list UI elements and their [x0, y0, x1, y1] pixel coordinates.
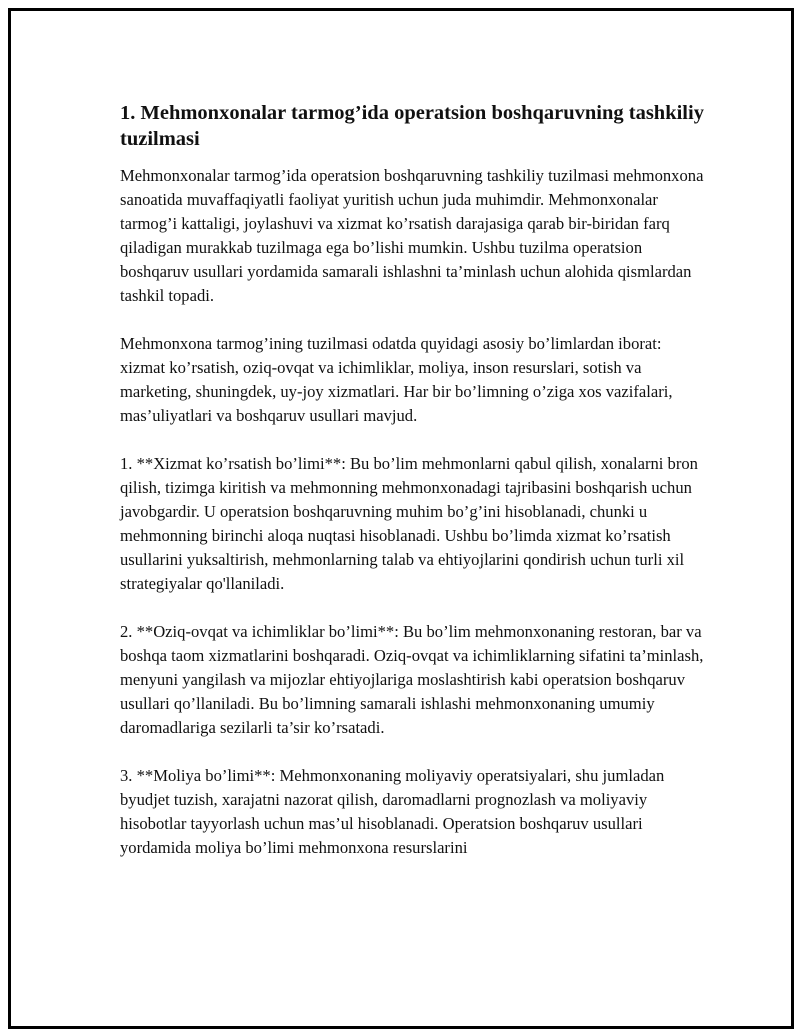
- paragraph-intro: Mehmonxonalar tarmog’ida operatsion boshqaruvning tashkiliy tuzilmasi mehmonxona sanoatida muvaffaqiyatli faoliyat yuritish uchun juda muhimdir. Mehmonxonalar tarmog’i kattaligi, joylashuvi va xizmat ko’rsatish darajasiga qarab bir-biridan farq qiladigan murakkab tuzilmaga ega bo’lishi mumkin. Ushbu tuzilma operatsion boshqaruv usullari yordamida samarali ishlashni ta’minlash uchun alohida qismlardan tashkil topadi.: [120, 166, 704, 305]
- paragraph-service-department: 1. **Xizmat ko’rsatish bo’limi**: Bu bo’lim mehmonlarni qabul qilish, xonalarni bron qilish, tizimga kiritish va mehmonning mehmonxonadagi tajribasini boshqarish uchun javobgardir. U operatsion boshqaruvning muhim bo’g’ini hisoblanadi, chunki u mehmonning birinchi aloqa nuqtasi hisoblanadi. Ushbu bo’limda xizmat ko’rsatish usullarini yuksaltirish, mehmonlarning talab va ehtiyojlarini qondirish uchun turli xil strategiyalar qo'llaniladi.: [120, 454, 698, 593]
- page-frame: [8, 8, 794, 1029]
- paragraph-structure: Mehmonxona tarmog’ining tuzilmasi odatda quyidagi asosiy bo’limlardan iborat: xizmat ko’rsatish, oziq-ovqat va ichimliklar, moliya, inson resurslari, sotish va marketing, shuningdek, uy-joy xizmatlari. Har bir bo’limning o’ziga xos vazifalari, mas’uliyatlari va boshqaruv usullari mavjud.: [120, 334, 673, 425]
- paragraph-food-beverage-department: 2. **Oziq-ovqat va ichimliklar bo’limi**: Bu bo’lim mehmonxonaning restoran, bar va boshqa taom xizmatlarini boshqaradi. Oziq-ovqat va ichimliklarning sifatini ta’minlash, menyuni yangilash va mijozlar ehtiyojlariga moslashtirish kabi operatsion boshqaruv usullari qo’llaniladi. Bu bo’limning samarali ishlashi mehmonxonaning umumiy daromadlariga sezilarli ta’sir ko’rsatadi.: [120, 622, 704, 737]
- section-heading: 1. Mehmonxonalar tarmog’ida operatsion boshqaruvning tashkiliy tuzilmasi: [120, 102, 704, 150]
- document-body: [120, 100, 710, 884]
- paragraph-finance-department: 3. **Moliya bo’limi**: Mehmonxonaning moliyaviy operatsiyalari, shu jumladan byudjet tuzish, xarajatni nazorat qilish, daromadlarni prognozlash va moliyaviy hisobotlar tayyorlash uchun mas’ul hisoblanadi. Operatsion boshqaruv usullari yordamida moliya bo’limi mehmonxona resurslarini: [120, 766, 665, 857]
